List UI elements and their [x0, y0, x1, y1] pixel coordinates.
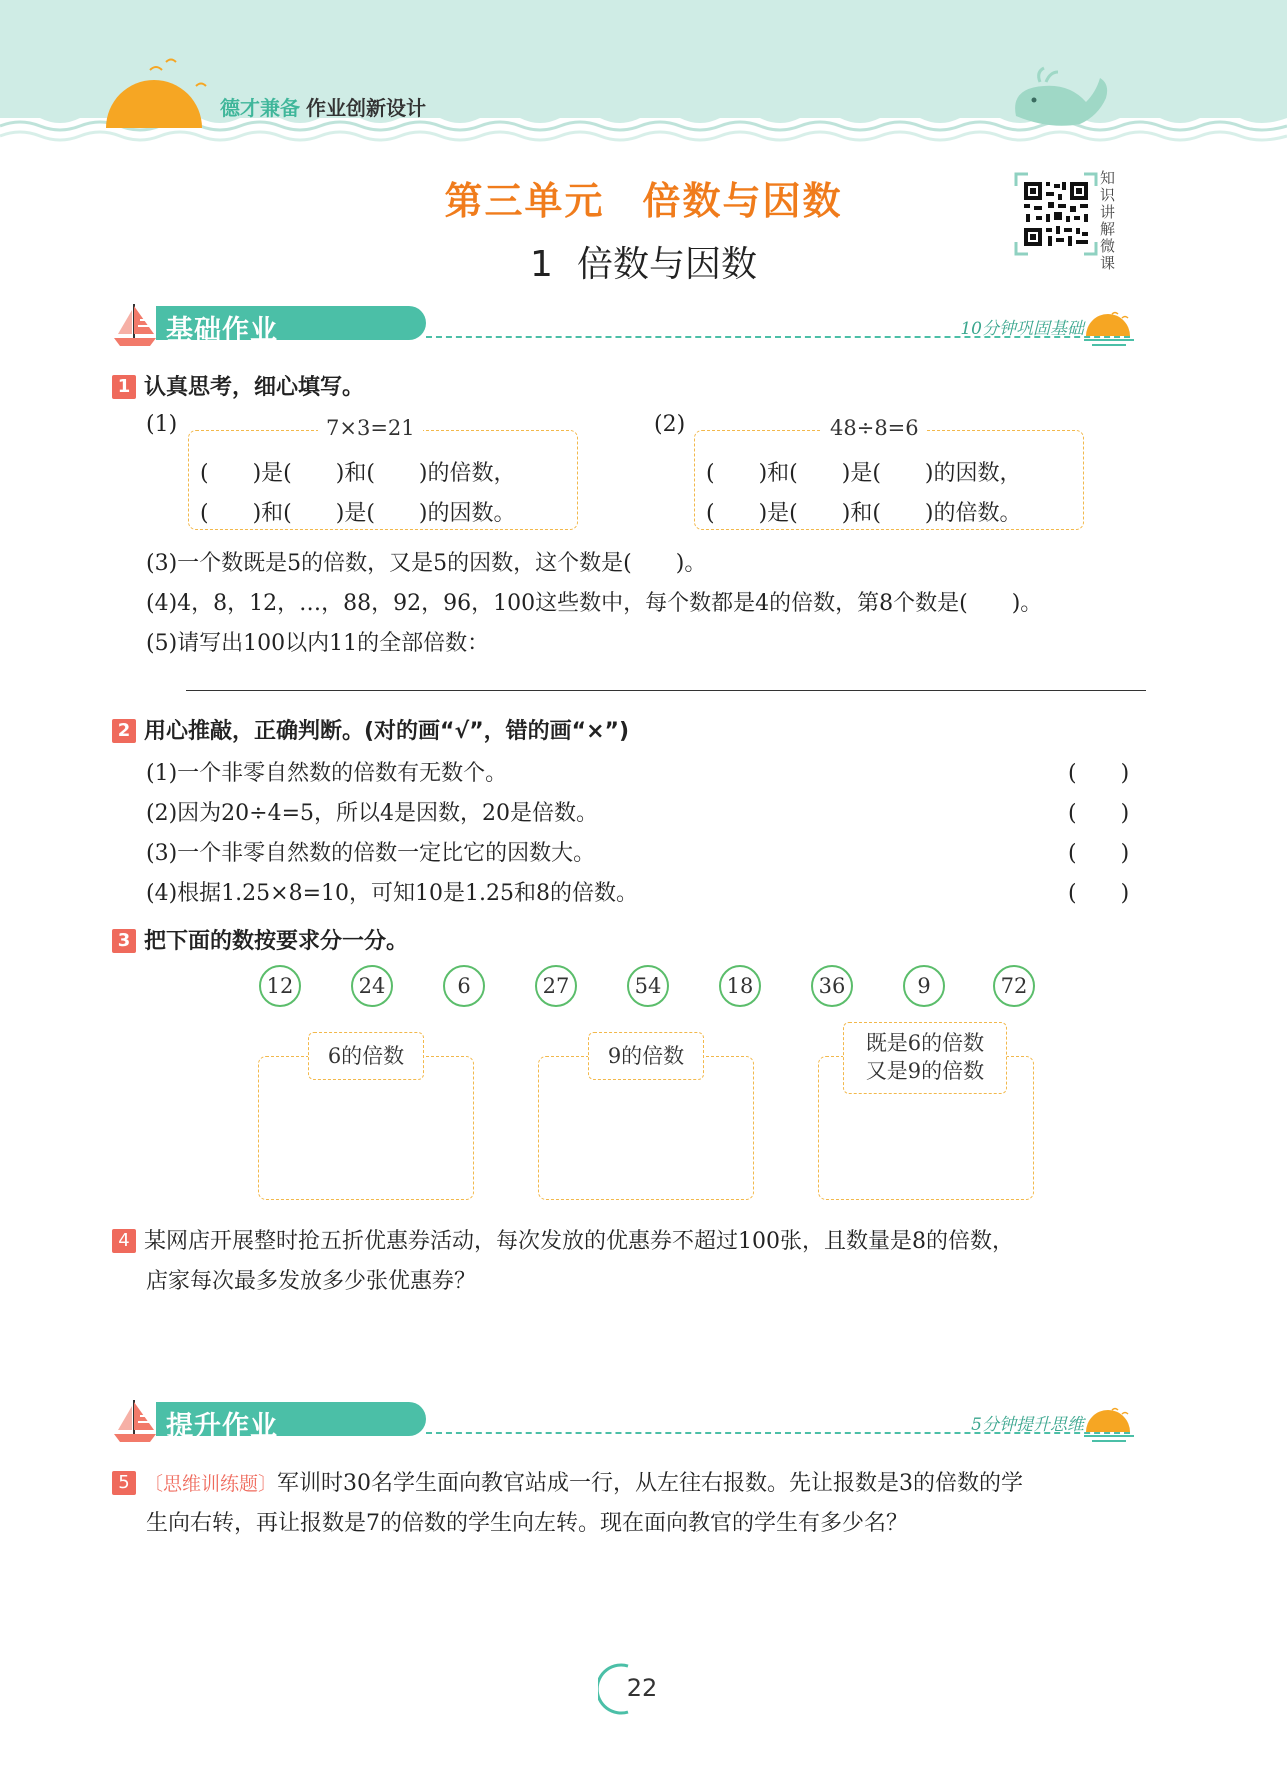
q1-item-5-answer-line[interactable] [186, 690, 1146, 691]
question-5-text: 军训时30名学生面向教官站成一行，从左往右报数。先让报数是3的倍数的学 [277, 1471, 1024, 1496]
question-1-title [112, 370, 364, 401]
q1-sub2-line2[interactable]: ( )是( )和( )的倍数。 [706, 501, 1022, 526]
number-circle[interactable]: 27 [535, 965, 577, 1007]
sort-label-multiples-of-9: 9的倍数 [588, 1032, 704, 1080]
section-advanced-header [110, 1396, 1150, 1446]
question-number-badge: 3 [112, 929, 136, 953]
question-4-line-1 [112, 1224, 1014, 1255]
question-4-line-2: 店家每次最多发放多少张优惠券？ [146, 1269, 477, 1294]
q2-answer-box-1[interactable]: ( ) [1068, 761, 1130, 786]
question-number-badge: 2 [112, 719, 136, 743]
q1-sub1-equation: 7×3=21 [318, 416, 423, 440]
q2-answer-box-3[interactable]: ( ) [1068, 841, 1130, 866]
q1-sub1-marker: (1) [146, 412, 178, 437]
number-circle[interactable]: 6 [443, 965, 485, 1007]
sort-label-common-multiples [843, 1022, 1007, 1094]
question-number-badge: 4 [112, 1229, 136, 1253]
q2-item-2: (2)因为20÷4=5，所以4是因数，20是倍数。 [146, 801, 599, 826]
header-wave-background [0, 0, 1287, 150]
question-number-badge: 1 [112, 375, 136, 399]
number-circle[interactable]: 36 [811, 965, 853, 1007]
sailboat-icon [110, 1396, 160, 1446]
question-1-text: 认真思考，细心填写。 [144, 375, 365, 400]
section-basic-header [110, 300, 1150, 350]
q2-item-3: (3)一个非零自然数的倍数一定比它的因数大。 [146, 841, 596, 866]
sailboat-icon [110, 300, 160, 350]
question-5-tag: 〔思维训练题〕 [144, 1473, 278, 1495]
number-circle[interactable]: 24 [351, 965, 393, 1007]
sunset-icon [1082, 310, 1136, 350]
sort-label-multiples-of-6: 6的倍数 [308, 1032, 424, 1080]
sort-label-line-2: 又是9的倍数 [865, 1059, 985, 1083]
q1-sub2-marker: (2) [654, 412, 686, 437]
page-number: 22 [626, 1674, 658, 1702]
q1-item-4[interactable]: (4)4，8，12，…，88，92，96，100这些数中，每个数都是4的倍数，第8个数是( )。 [146, 591, 1043, 616]
qr-code-icon[interactable] [1014, 172, 1098, 256]
section-time-note: 5分钟提升思维 [971, 1415, 1084, 1435]
section-time-note: 10分钟巩固基础 [960, 319, 1084, 339]
qr-label: 知识讲解微课 [1100, 169, 1116, 272]
unit-name: 倍数与因数 [642, 179, 843, 223]
unit-number: 第三单元 [444, 179, 605, 223]
question-5-line-2: 生向右转，再让报数是7的倍数的学生向左转。现在面向教官的学生有多少名？ [146, 1511, 908, 1536]
q1-sub1-line1[interactable]: ( )是( )和( )的倍数， [200, 461, 516, 486]
question-2-text: 用心推敲，正确判断。(对的画“√”，错的画“×”) [144, 719, 630, 744]
question-4-text: 某网店开展整时抢五折优惠券活动，每次发放的优惠券不超过100张，且数量是8的倍数， [144, 1229, 1014, 1254]
q1-sub2-line1[interactable]: ( )和( )是( )的因数， [706, 461, 1022, 486]
number-circle[interactable]: 72 [993, 965, 1035, 1007]
section-label: 提升作业 [166, 1411, 278, 1442]
lesson-name: 倍数与因数 [576, 244, 757, 285]
q1-sub1-line2[interactable]: ( )和( )是( )的因数。 [200, 501, 516, 526]
q2-item-4: (4)根据1.25×8=10，可知10是1.25和8的倍数。 [146, 881, 638, 906]
number-circle[interactable]: 54 [627, 965, 669, 1007]
section-label: 基础作业 [166, 315, 278, 346]
q2-item-1: (1)一个非零自然数的倍数有无数个。 [146, 761, 508, 786]
q1-item-3[interactable]: (3)一个数既是5的倍数，又是5的因数，这个数是( )。 [146, 551, 707, 576]
brand-text [220, 92, 426, 121]
header-band [0, 0, 1287, 150]
number-circle[interactable]: 9 [903, 965, 945, 1007]
brand-subtitle: 作业创新设计 [306, 96, 426, 120]
question-3-text: 把下面的数按要求分一分。 [144, 929, 409, 954]
q1-sub2-equation: 48÷8=6 [822, 416, 927, 440]
q2-answer-box-2[interactable]: ( ) [1068, 801, 1130, 826]
sort-label-line-1: 既是6的倍数 [865, 1031, 985, 1055]
question-2-title [112, 714, 629, 745]
sunset-icon [1082, 1406, 1136, 1446]
brand-name: 德才兼备 [220, 96, 300, 120]
number-circle[interactable]: 18 [719, 965, 761, 1007]
lesson-number: 1 [530, 244, 553, 285]
number-circle[interactable]: 12 [259, 965, 301, 1007]
question-number-badge: 5 [112, 1471, 136, 1495]
question-3-title [112, 924, 408, 955]
q2-answer-box-4[interactable]: ( ) [1068, 881, 1130, 906]
q1-item-5: (5)请写出100以内11的全部倍数： [146, 631, 490, 656]
question-5-line-1 [112, 1466, 1023, 1497]
